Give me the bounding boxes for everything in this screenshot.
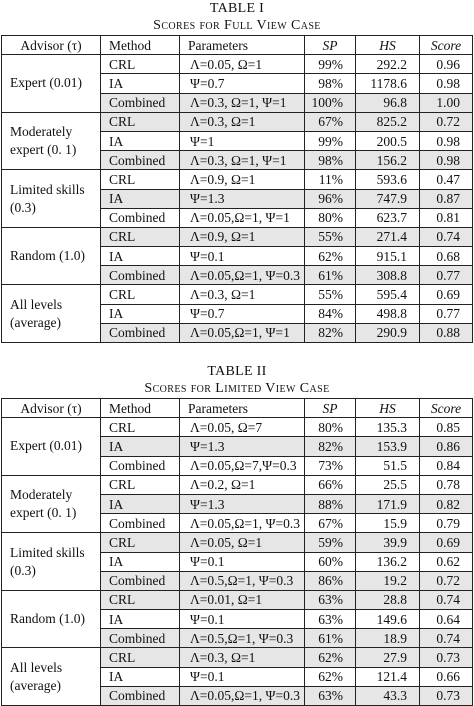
hs-cell: 498.8 <box>356 304 420 323</box>
score-cell: 0.81 <box>420 208 473 227</box>
table-row <box>2 227 473 246</box>
parameters-cell: Λ=0.3, Ω=1 <box>180 285 305 304</box>
score-cell: 0.74 <box>420 590 473 609</box>
parameters-cell: Λ=0.9, Ω=1 <box>180 170 305 189</box>
method-cell: Combined <box>101 456 180 475</box>
sp-cell: 96% <box>305 189 356 208</box>
parameters-cell: Λ=0.05,Ω=1, Ψ=1 <box>180 208 305 227</box>
parameters-cell: Λ=0.3, Ω=1, Ψ=1 <box>180 93 305 112</box>
header-score: Score <box>420 399 473 418</box>
hs-cell: 825.2 <box>356 112 420 131</box>
hs-cell: 136.2 <box>356 552 420 571</box>
parameters-cell: Ψ=0.1 <box>180 667 305 686</box>
score-cell: 0.73 <box>420 686 473 705</box>
parameters-cell: Λ=0.3, Ω=1, Ψ=1 <box>180 151 305 170</box>
score-cell: 0.98 <box>420 151 473 170</box>
hs-cell: 18.9 <box>356 629 420 648</box>
sp-cell: 98% <box>305 74 356 93</box>
table-row <box>2 533 473 552</box>
table-2-caption: Scores for Limited View Case <box>144 381 330 396</box>
score-cell: 1.00 <box>420 93 473 112</box>
hs-cell: 171.9 <box>356 494 420 513</box>
hs-cell: 43.3 <box>356 686 420 705</box>
score-cell: 0.86 <box>420 437 473 456</box>
header-score: Score <box>420 36 473 55</box>
parameters-cell: Λ=0.5,Ω=1, Ψ=0.3 <box>180 571 305 590</box>
score-cell: 0.78 <box>420 475 473 494</box>
hs-cell: 25.5 <box>356 475 420 494</box>
parameters-cell: Λ=0.3, Ω=1 <box>180 112 305 131</box>
parameters-cell: Λ=0.2, Ω=1 <box>180 475 305 494</box>
sp-cell: 62% <box>305 648 356 667</box>
table-2-body <box>2 418 473 706</box>
parameters-cell: Ψ=1.3 <box>180 494 305 513</box>
sp-cell: 99% <box>305 55 356 74</box>
method-cell: CRL <box>101 590 180 609</box>
score-cell: 0.62 <box>420 552 473 571</box>
sp-cell: 82% <box>305 437 356 456</box>
method-cell: CRL <box>101 55 180 74</box>
hs-cell: 153.9 <box>356 437 420 456</box>
header-sp: SP <box>305 36 356 55</box>
parameters-cell: Ψ=1 <box>180 131 305 150</box>
method-cell: CRL <box>101 170 180 189</box>
hs-cell: 28.8 <box>356 590 420 609</box>
parameters-cell: Λ=0.05,Ω=7,Ψ=0.3 <box>180 456 305 475</box>
advisor-cell: Limited skills (0.3) <box>2 533 101 591</box>
method-cell: IA <box>101 494 180 513</box>
sp-cell: 55% <box>305 285 356 304</box>
hs-cell: 593.6 <box>356 170 420 189</box>
parameters-cell: Λ=0.05, Ω=1 <box>180 55 305 74</box>
score-cell: 0.96 <box>420 55 473 74</box>
parameters-cell: Λ=0.05, Ω=7 <box>180 418 305 437</box>
advisor-cell: Random (1.0) <box>2 227 101 285</box>
parameters-cell: Ψ=0.1 <box>180 247 305 266</box>
score-cell: 0.77 <box>420 304 473 323</box>
parameters-cell: Λ=0.05,Ω=1, Ψ=0.3 <box>180 514 305 533</box>
parameters-cell: Λ=0.05, Ω=1 <box>180 533 305 552</box>
method-cell: IA <box>101 437 180 456</box>
method-cell: CRL <box>101 648 180 667</box>
method-cell: IA <box>101 247 180 266</box>
hs-cell: 1178.6 <box>356 74 420 93</box>
table-1 <box>1 35 473 343</box>
score-cell: 0.69 <box>420 285 473 304</box>
method-cell: Combined <box>101 323 180 342</box>
method-cell: Combined <box>101 151 180 170</box>
sp-cell: 55% <box>305 227 356 246</box>
header-method: Method <box>101 399 180 418</box>
method-cell: Combined <box>101 686 180 705</box>
header-method: Method <box>101 36 180 55</box>
method-cell: CRL <box>101 227 180 246</box>
hs-cell: 290.9 <box>356 323 420 342</box>
header-advisor: Advisor (τ) <box>2 36 101 55</box>
sp-cell: 63% <box>305 610 356 629</box>
score-cell: 0.66 <box>420 667 473 686</box>
advisor-cell: All levels (average) <box>2 648 101 706</box>
sp-cell: 88% <box>305 494 356 513</box>
score-cell: 0.64 <box>420 610 473 629</box>
advisor-cell: Expert (0.01) <box>2 55 101 113</box>
method-cell: IA <box>101 304 180 323</box>
advisor-cell: All levels (average) <box>2 285 101 343</box>
parameters-cell: Ψ=0.1 <box>180 610 305 629</box>
hs-cell: 149.6 <box>356 610 420 629</box>
parameters-cell: Ψ=1.3 <box>180 189 305 208</box>
parameters-cell: Ψ=0.7 <box>180 304 305 323</box>
sp-cell: 59% <box>305 533 356 552</box>
score-cell: 0.74 <box>420 227 473 246</box>
method-cell: Combined <box>101 266 180 285</box>
score-cell: 0.77 <box>420 266 473 285</box>
sp-cell: 86% <box>305 571 356 590</box>
method-cell: Combined <box>101 208 180 227</box>
parameters-cell: Ψ=0.7 <box>180 74 305 93</box>
sp-cell: 66% <box>305 475 356 494</box>
hs-cell: 27.9 <box>356 648 420 667</box>
hs-cell: 915.1 <box>356 247 420 266</box>
table-2-block <box>0 363 474 706</box>
hs-cell: 51.5 <box>356 456 420 475</box>
advisor-cell: Moderately expert (0. 1) <box>2 112 101 170</box>
method-cell: IA <box>101 189 180 208</box>
table-row <box>2 170 473 189</box>
hs-cell: 308.8 <box>356 266 420 285</box>
hs-cell: 15.9 <box>356 514 420 533</box>
table-2-header-row <box>2 399 473 418</box>
method-cell: CRL <box>101 533 180 552</box>
hs-cell: 595.4 <box>356 285 420 304</box>
table-row <box>2 648 473 667</box>
sp-cell: 61% <box>305 266 356 285</box>
score-cell: 0.79 <box>420 514 473 533</box>
parameters-cell: Λ=0.05,Ω=1, Ψ=0.3 <box>180 686 305 705</box>
sp-cell: 82% <box>305 323 356 342</box>
hs-cell: 96.8 <box>356 93 420 112</box>
sp-cell: 62% <box>305 247 356 266</box>
table-row <box>2 590 473 609</box>
sp-cell: 62% <box>305 667 356 686</box>
score-cell: 0.84 <box>420 456 473 475</box>
sp-cell: 67% <box>305 514 356 533</box>
sp-cell: 73% <box>305 456 356 475</box>
table-row <box>2 112 473 131</box>
method-cell: IA <box>101 131 180 150</box>
sp-cell: 100% <box>305 93 356 112</box>
score-cell: 0.98 <box>420 131 473 150</box>
hs-cell: 747.9 <box>356 189 420 208</box>
sp-cell: 67% <box>305 112 356 131</box>
sp-cell: 61% <box>305 629 356 648</box>
hs-cell: 156.2 <box>356 151 420 170</box>
advisor-cell: Expert (0.01) <box>2 418 101 476</box>
sp-cell: 60% <box>305 552 356 571</box>
parameters-cell: Ψ=1.3 <box>180 437 305 456</box>
sp-cell: 98% <box>305 151 356 170</box>
sp-cell: 63% <box>305 590 356 609</box>
parameters-cell: Λ=0.01, Ω=1 <box>180 590 305 609</box>
table-row <box>2 285 473 304</box>
header-advisor: Advisor (τ) <box>2 399 101 418</box>
method-cell: IA <box>101 667 180 686</box>
advisor-cell: Random (1.0) <box>2 590 101 648</box>
table-1-header-row <box>2 36 473 55</box>
method-cell: IA <box>101 552 180 571</box>
score-cell: 0.88 <box>420 323 473 342</box>
score-cell: 0.82 <box>420 494 473 513</box>
sp-cell: 11% <box>305 170 356 189</box>
method-cell: Combined <box>101 93 180 112</box>
sp-cell: 84% <box>305 304 356 323</box>
method-cell: CRL <box>101 112 180 131</box>
method-cell: IA <box>101 74 180 93</box>
advisor-cell: Limited skills (0.3) <box>2 170 101 228</box>
table-row <box>2 418 473 437</box>
parameters-cell: Λ=0.05,Ω=1, Ψ=1 <box>180 323 305 342</box>
method-cell: Combined <box>101 571 180 590</box>
score-cell: 0.87 <box>420 189 473 208</box>
sp-cell: 80% <box>305 208 356 227</box>
table-row <box>2 55 473 74</box>
hs-cell: 19.2 <box>356 571 420 590</box>
method-cell: CRL <box>101 418 180 437</box>
method-cell: Combined <box>101 514 180 533</box>
parameters-cell: Λ=0.3, Ω=1 <box>180 648 305 667</box>
sp-cell: 80% <box>305 418 356 437</box>
hs-cell: 121.4 <box>356 667 420 686</box>
score-cell: 0.69 <box>420 533 473 552</box>
parameters-cell: Ψ=0.1 <box>180 552 305 571</box>
table-1-block <box>0 0 474 343</box>
method-cell: IA <box>101 610 180 629</box>
parameters-cell: Λ=0.05,Ω=1, Ψ=0.3 <box>180 266 305 285</box>
header-hs: HS <box>356 399 420 418</box>
sp-cell: 63% <box>305 686 356 705</box>
hs-cell: 135.3 <box>356 418 420 437</box>
method-cell: Combined <box>101 629 180 648</box>
table-2-title: TABLE II <box>207 364 267 379</box>
table-row <box>2 475 473 494</box>
hs-cell: 200.5 <box>356 131 420 150</box>
hs-cell: 39.9 <box>356 533 420 552</box>
table-1-title: TABLE I <box>209 1 265 16</box>
sp-cell: 99% <box>305 131 356 150</box>
score-cell: 0.98 <box>420 74 473 93</box>
score-cell: 0.72 <box>420 571 473 590</box>
score-cell: 0.74 <box>420 629 473 648</box>
score-cell: 0.68 <box>420 247 473 266</box>
method-cell: CRL <box>101 475 180 494</box>
hs-cell: 292.2 <box>356 55 420 74</box>
score-cell: 0.47 <box>420 170 473 189</box>
header-hs: HS <box>356 36 420 55</box>
header-sp: SP <box>305 399 356 418</box>
header-parameters: Parameters <box>180 399 305 418</box>
score-cell: 0.73 <box>420 648 473 667</box>
table-1-body <box>2 55 473 343</box>
hs-cell: 623.7 <box>356 208 420 227</box>
parameters-cell: Λ=0.9, Ω=1 <box>180 227 305 246</box>
score-cell: 0.72 <box>420 112 473 131</box>
parameters-cell: Λ=0.5,Ω=1, Ψ=0.3 <box>180 629 305 648</box>
advisor-cell: Moderately expert (0. 1) <box>2 475 101 533</box>
header-parameters: Parameters <box>180 36 305 55</box>
table-1-caption: Scores for Full View Case <box>153 18 321 33</box>
hs-cell: 271.4 <box>356 227 420 246</box>
score-cell: 0.85 <box>420 418 473 437</box>
method-cell: CRL <box>101 285 180 304</box>
table-2 <box>1 398 473 706</box>
